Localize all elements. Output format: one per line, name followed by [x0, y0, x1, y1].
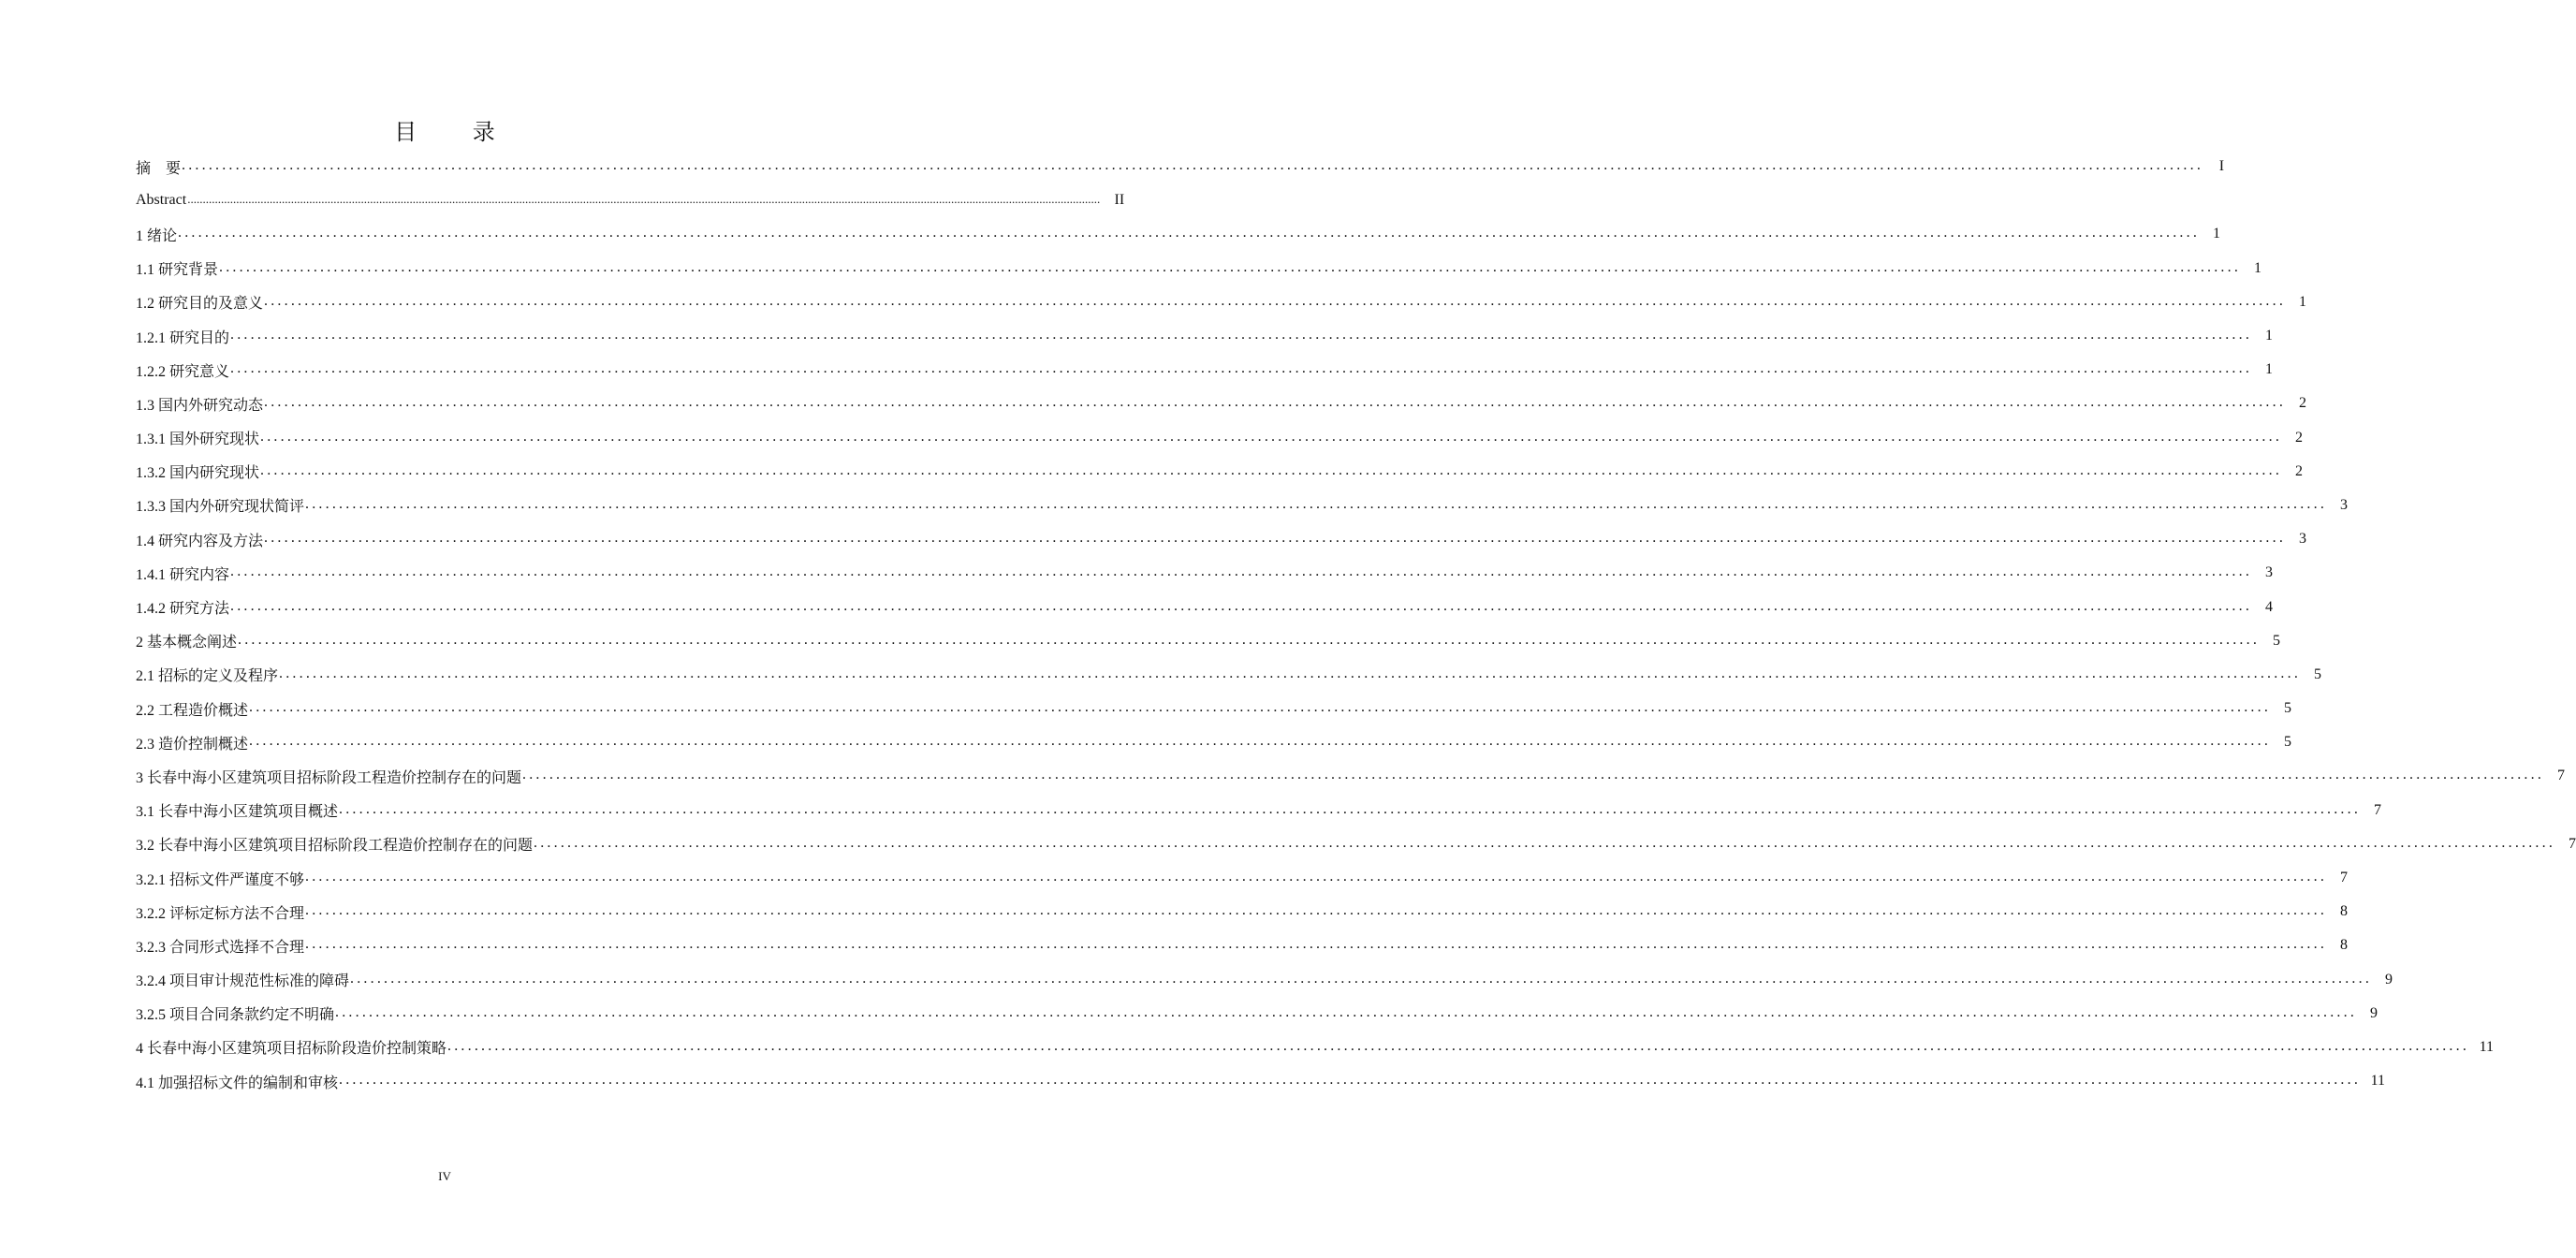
toc-entry-label: 1.2.2 研究意义	[136, 363, 230, 380]
toc-entry[interactable]	[136, 725, 2292, 759]
dot-leader: ............................................................................................................................................................................................................................................................................................................	[305, 936, 2328, 953]
dot-leader: ............................................................................................................................................................................................................................................................................................................	[534, 834, 2556, 851]
toc-entry-page-number: 2	[2295, 462, 2304, 479]
dot-leader: ............................................................................................................................................................................................................................................................................................................	[350, 970, 2373, 987]
dot-leader: ............................................................................................................................................................................................................................................................................................................	[219, 258, 2242, 275]
toc-entry-page-number: 5	[2273, 632, 2281, 649]
toc-entry-page-number: 7	[2557, 768, 2566, 784]
toc-entry-page-number: 1	[2254, 259, 2262, 276]
toc-entry[interactable]	[136, 150, 2225, 183]
toc-entry-page-number: II	[1114, 192, 1125, 209]
toc-entry[interactable]	[136, 217, 2221, 251]
dot-leader: ............................................................................................................................................................................................................................................................................................................	[522, 767, 2545, 783]
toc-entry-label: 3 长春中海小区建筑项目招标阶段工程造价控制存在的问题	[136, 769, 522, 786]
toc-entry-page-number: I	[2218, 158, 2225, 175]
dot-leader: ............................................................................................................................................................................................................................................................................................................	[260, 428, 2283, 445]
toc-entry-label: 4 长春中海小区建筑项目招标阶段造价控制策略	[136, 1041, 447, 1058]
toc-entry-label: 1.2.1 研究目的	[136, 329, 230, 346]
toc-entry-label: 3.2.1 招标文件严谨度不够	[136, 871, 305, 888]
toc-entry-page-number: 5	[2284, 700, 2292, 717]
toc-entry-page-number: 1	[2265, 361, 2274, 378]
toc-entry[interactable]	[136, 285, 2307, 319]
dot-leader: ............................................................................................................................................................................................................................................................................................................	[264, 530, 2287, 547]
toc-entry-label: 3.2.2 评标定标方法不合理	[136, 905, 305, 922]
dot-leader: ............................................................................................................................................................................................................................................................................................................	[339, 1072, 2362, 1089]
dot-leader: ............................................................................................................................................................................................................................................................................................................	[249, 699, 2272, 716]
table-of-contents	[136, 150, 2576, 1098]
toc-entry-page-number: 5	[2314, 666, 2322, 682]
dot-leader: ............................................................................................................................................................................................................................................................................................................	[305, 495, 2328, 512]
toc-entry-page-number: 8	[2340, 937, 2349, 954]
toc-entry-page-number: 7	[2569, 835, 2576, 852]
toc-entry[interactable]	[136, 929, 2349, 962]
toc-entry-page-number: 5	[2284, 734, 2292, 751]
dot-leader: ............................................................................................................................................................................................................................................................................................................	[238, 631, 2261, 648]
dot-leader: ............................................................................................................................................................................................................................................................................................................	[182, 157, 2204, 174]
toc-entry[interactable]	[136, 455, 2304, 489]
toc-entry[interactable]	[136, 759, 2566, 793]
toc-entry-label: 1 绪论	[136, 227, 178, 244]
toc-entry-label: 3.2.4 项目审计规范性标准的障碍	[136, 973, 350, 990]
toc-entry-page-number: 11	[2370, 1073, 2386, 1090]
toc-entry[interactable]	[136, 861, 2349, 895]
toc-entry-label: 1.2 研究目的及意义	[136, 296, 264, 313]
toc-entry[interactable]	[136, 624, 2281, 658]
toc-entry-page-number: 3	[2299, 531, 2307, 548]
toc-entry-page-number: 7	[2340, 870, 2349, 886]
toc-entry[interactable]	[136, 421, 2304, 455]
toc-entry[interactable]	[136, 489, 2349, 522]
toc-entry-page-number: 1	[2213, 226, 2221, 242]
toc-entry[interactable]	[136, 1064, 2386, 1098]
toc-entry-page-number: 3	[2340, 496, 2349, 513]
toc-entry-label: 3.2.3 合同形式选择不合理	[136, 939, 305, 956]
toc-entry[interactable]	[136, 794, 2382, 827]
toc-entry[interactable]	[136, 252, 2262, 285]
dot-leader: ............................................................................................................................................................................................................................................................................................................	[230, 327, 2253, 344]
toc-entry-label: 2.3 造价控制概述	[136, 736, 249, 753]
toc-entry[interactable]	[136, 183, 1125, 217]
toc-entry-label: 1.4.1 研究内容	[136, 566, 230, 583]
toc-entry-label: 2.2 工程造价概述	[136, 702, 249, 719]
toc-entry-page-number: 1	[2265, 328, 2274, 344]
toc-entry-label: 2.1 招标的定义及程序	[136, 668, 279, 685]
toc-entry-label: 摘 要	[136, 160, 182, 177]
page-title: 目 录	[394, 119, 520, 145]
toc-entry-label: 1.1 研究背景	[136, 262, 219, 279]
dot-leader: ............................................................................................................................................................................................................................................................................................................	[178, 225, 2201, 241]
dot-leader: ............................................................................................................................................................................................................................................................................................................	[339, 800, 2362, 817]
page-number-footer: IV	[438, 1169, 451, 1183]
dot-leader: ............................................................................................................................................................................................................................................................................................................	[264, 292, 2287, 309]
toc-entry-page-number: 3	[2265, 564, 2274, 581]
toc-entry[interactable]	[136, 827, 2576, 861]
toc-entry[interactable]	[136, 319, 2274, 353]
dot-leader: ............................................................................................................................................................................................................................................................................................................	[335, 1003, 2358, 1020]
toc-entry-page-number: 9	[2385, 971, 2393, 987]
toc-entry-page-number: 2	[2295, 429, 2304, 446]
toc-entry[interactable]	[136, 387, 2307, 420]
toc-entry-label: 2 基本概念阐述	[136, 635, 238, 651]
toc-entry[interactable]	[136, 590, 2274, 623]
dot-leader: ............................................................................................................................................................................................................................................................................................................	[264, 394, 2287, 411]
toc-entry[interactable]	[136, 997, 2378, 1031]
dot-leader: ............................................................................................................................................................................................................................................................................................................	[305, 902, 2328, 919]
toc-entry-page-number: 2	[2299, 395, 2307, 412]
dot-leader: ............................................................................................................................................................................................................................................................................................................	[249, 733, 2272, 750]
toc-entry-page-number: 9	[2370, 1004, 2378, 1021]
toc-entry[interactable]	[136, 522, 2307, 556]
toc-entry[interactable]	[136, 895, 2349, 929]
toc-entry-label: 1.4 研究内容及方法	[136, 533, 264, 549]
dot-leader: ............................................................................................................................................................................................................................................................................................................	[260, 461, 2283, 478]
toc-entry[interactable]	[136, 963, 2393, 997]
toc-entry[interactable]	[136, 1031, 2495, 1064]
dot-leader: ............................................................................................................................................................................................................................................................................................................	[230, 563, 2253, 580]
toc-entry-page-number: 4	[2265, 598, 2274, 615]
toc-entry-page-number: 1	[2299, 293, 2307, 310]
toc-entry-page-number: 7	[2374, 801, 2382, 818]
toc-entry-label: 3.2 长春中海小区建筑项目招标阶段工程造价控制存在的问题	[136, 838, 534, 855]
dot-leader: ............................................................................................................................................................................................................................................................................................................	[230, 360, 2253, 377]
toc-entry-page-number: 11	[2479, 1038, 2495, 1055]
toc-entry-label: 1.3.2 国内研究现状	[136, 465, 260, 482]
dot-leader: ............................................................................................................................................................................................................................................................................................................	[230, 597, 2253, 614]
toc-entry-label: 1.3 国内外研究动态	[136, 397, 264, 414]
dot-leader: ............................................................................................................................................................................................................................................................................................................	[279, 665, 2302, 681]
toc-entry[interactable]	[136, 658, 2322, 692]
toc-entry-label: 4.1 加强招标文件的编制和审核	[136, 1075, 339, 1091]
toc-entry[interactable]	[136, 556, 2274, 590]
toc-entry-label: 1.3.3 国内外研究现状简评	[136, 499, 305, 516]
toc-entry-label: 3.1 长春中海小区建筑项目概述	[136, 804, 339, 821]
dot-leader: ............................................................................................................................................................................................................................................................................................................	[187, 192, 1101, 207]
dot-leader: ............................................................................................................................................................................................................................................................................................................	[305, 869, 2328, 885]
dot-leader: ............................................................................................................................................................................................................................................................................................................	[447, 1037, 2470, 1054]
toc-entry-label: 1.3.1 国外研究现状	[136, 432, 260, 448]
toc-entry[interactable]	[136, 692, 2292, 725]
toc-entry-label: 1.4.2 研究方法	[136, 601, 230, 618]
toc-entry-label: 3.2.5 项目合同条款约定不明确	[136, 1007, 335, 1024]
toc-entry[interactable]	[136, 353, 2274, 387]
toc-entry-label: Abstract	[136, 192, 187, 209]
toc-entry-page-number: 8	[2340, 903, 2349, 920]
